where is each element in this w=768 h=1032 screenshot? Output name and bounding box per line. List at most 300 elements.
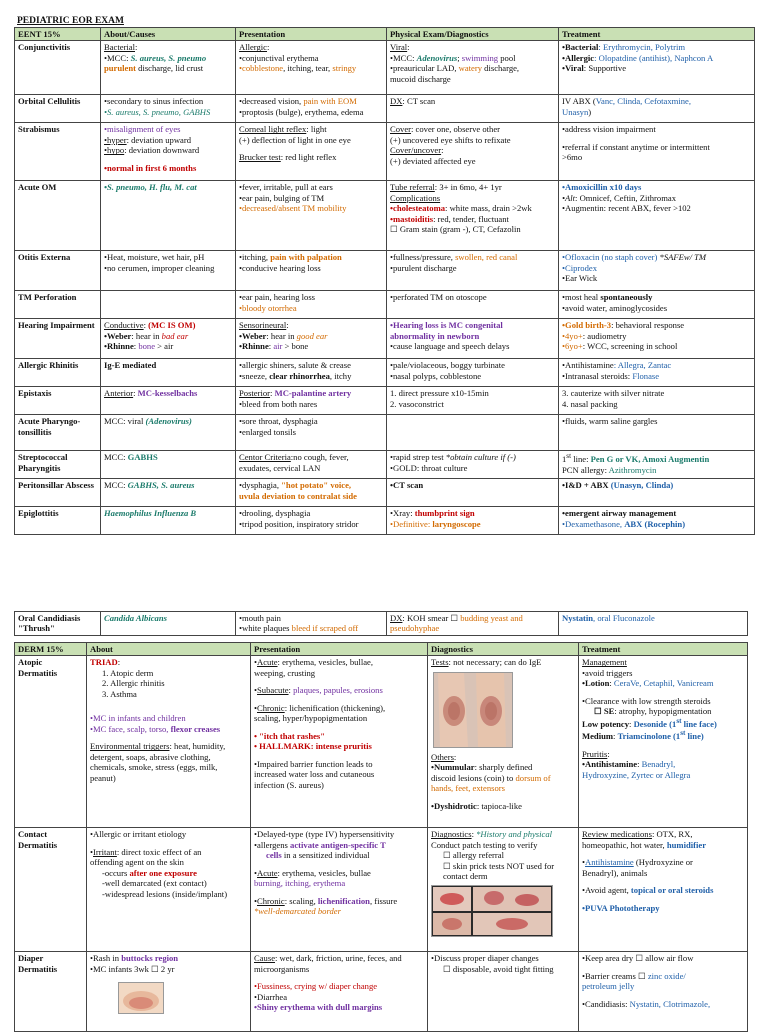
text: •sore throat, dysphagia: [239, 416, 318, 427]
text: •Nummular: [431, 762, 475, 773]
about-cell: [101, 41, 236, 95]
text: bone: [138, 341, 156, 352]
text: Anterior: [104, 388, 134, 399]
text: contact derm: [443, 871, 488, 882]
diagnostics-cell: [428, 656, 579, 828]
text: Cause: [254, 953, 276, 964]
text: •Rash in: [90, 953, 122, 964]
text: Management: [582, 657, 627, 668]
text: •Lotion: [582, 678, 610, 689]
text: MCC:: [104, 480, 128, 491]
text: Bacterial: [104, 42, 136, 53]
text: 4. nasal packing: [562, 398, 618, 409]
text: •pale/violaceous, boggy turbinate: [390, 360, 505, 371]
text: stringy: [332, 63, 357, 74]
text: *SAFEw/ TM: [659, 252, 707, 263]
treatment-cell: [579, 828, 748, 952]
text: purulent: [104, 63, 136, 74]
text: Dermatitis: [18, 667, 58, 678]
text: •most heal: [562, 292, 601, 303]
text: •Barrier creams ☐: [582, 970, 648, 981]
knee-rash-photo: [433, 672, 513, 748]
text: S. aureus, S. pneumo: [130, 52, 207, 63]
text: •Impaired barrier function leads to: [254, 758, 373, 769]
text: : cover one, observe other: [411, 124, 501, 135]
exam-cell: [387, 291, 559, 319]
text: :: [270, 388, 275, 399]
treatment-cell: [559, 359, 755, 387]
text: •emergent airway management: [562, 508, 677, 519]
text: Complications: [390, 192, 441, 203]
text: Sensorineural: [239, 320, 287, 331]
text: •no cerumen, improper cleaning: [104, 262, 215, 273]
text: *obtain culture if (-): [445, 452, 516, 463]
text: •ear pain, bulging of TM: [239, 192, 325, 203]
text: :: [607, 748, 610, 759]
text: •rapid strep test: [390, 452, 446, 463]
presentation-cell: [251, 828, 428, 952]
text: : audiometry: [582, 330, 627, 341]
text: pain with palpation: [270, 252, 342, 263]
text: •S. aureus, S. pneumo, GABHS: [104, 106, 211, 117]
text: 1. Atopic derm: [102, 667, 154, 678]
text: increased water loss and cutaneous: [254, 769, 375, 780]
text: : red, tender, fluctuant: [433, 213, 509, 224]
header-cell: Physical Exam/Diagnostics: [387, 28, 559, 41]
presentation-cell: [251, 656, 428, 828]
text: :: [117, 657, 121, 668]
presentation-cell: [236, 415, 387, 451]
text: line face): [681, 718, 717, 729]
text: Contact: [18, 829, 48, 840]
derm-table: [14, 642, 748, 1032]
exam-cell: [387, 359, 559, 387]
presentation-cell: [236, 123, 387, 181]
text: •avoid water, aminoglycosides: [562, 302, 668, 313]
text: Triamcinolone (1: [617, 731, 681, 742]
table-row: [15, 387, 755, 415]
text: Dermatitis: [18, 839, 58, 850]
text: : wet, dark, friction, urine, feces, and: [275, 953, 402, 964]
text: •Bacterial: [562, 42, 599, 53]
text: •: [254, 685, 258, 696]
exam-cell: [387, 507, 559, 535]
text: •hypo: [104, 145, 125, 156]
text: pain with EOM: [303, 96, 357, 107]
presentation-cell: [236, 507, 387, 535]
text: 3. cauterize with silver nitrate: [562, 388, 665, 399]
text: : tapioca-like: [476, 800, 522, 811]
text: : lichenification (thickening),: [284, 702, 386, 713]
text: weeping, crusting: [254, 667, 316, 678]
text: Nystatin: [562, 613, 594, 623]
text: Azithromycin: [608, 464, 657, 475]
text: :: [637, 759, 642, 770]
text: •Antihistamine: [562, 360, 614, 371]
text: •Diarrhea: [254, 991, 288, 1002]
header-cell: Treatment: [559, 28, 755, 41]
text: TRIAD: [90, 657, 118, 668]
text: Unasyn: [562, 106, 589, 117]
text: good ear: [296, 330, 328, 341]
text: Flonase: [632, 370, 660, 381]
text: :: [407, 42, 410, 53]
condition-name: Conjunctivitis: [15, 41, 101, 95]
text: Acute: [257, 867, 278, 878]
about-cell: [101, 291, 236, 319]
text: •Definitive:: [390, 518, 433, 529]
diaper-rash-photo: [118, 982, 164, 1014]
text: •Fussiness, crying w/ diaper change: [254, 981, 378, 992]
text: Low potency: [582, 718, 630, 729]
text: Desonide (1: [633, 718, 677, 729]
text: •nasal polyps, cobblestone: [390, 370, 482, 381]
text: 2. vasoconstrict: [390, 398, 444, 409]
table-row: [15, 656, 748, 828]
text: GABHS, S. aureus: [127, 480, 195, 491]
text: •CT scan: [390, 480, 424, 491]
text: Corneal light reflex: [239, 124, 307, 135]
text: •GOLD: throat culture: [390, 462, 468, 473]
presentation-cell: [251, 952, 428, 1032]
text: infection (S. aureus): [254, 779, 324, 790]
text: •white plaques: [239, 623, 292, 634]
text: •Dyshidrotic: [431, 800, 477, 811]
text: laryngoscope: [432, 518, 481, 529]
text: :: [133, 388, 138, 399]
table-row: [15, 319, 755, 359]
table-row: [15, 507, 755, 535]
condition-name: Hearing Impairment: [15, 319, 101, 359]
header-cell: Presentation: [236, 28, 387, 41]
text: (+) deviated affected eye: [390, 155, 476, 166]
text: Adenovirus: [416, 52, 458, 63]
text: •Gold birth-3: [562, 320, 612, 331]
table-row: [15, 291, 755, 319]
text: Haemophilus Influenza B: [104, 508, 197, 519]
text: 1: [562, 454, 567, 465]
table-row: [15, 181, 755, 251]
text: MCC: viral: [104, 416, 146, 427]
text: Viral: [390, 42, 408, 53]
text: activate antigen-specific T: [290, 839, 386, 850]
presentation-cell: [236, 387, 387, 415]
text: Brucker test: [239, 152, 281, 163]
text: Ig-E mediated: [104, 360, 157, 371]
text: cells: [266, 850, 282, 861]
condition-name: Epistaxis: [15, 387, 101, 415]
header-cell: Treatment: [579, 643, 748, 656]
treatment-cell: [559, 451, 755, 479]
text: discharge, lid crust: [136, 63, 204, 74]
about-cell: [101, 387, 236, 415]
text: > air: [155, 341, 174, 352]
text: : erythema, vesicles, bullae: [277, 867, 371, 878]
text: •Delayed-type (type IV) hypersensitivity: [254, 829, 395, 840]
about-cell: [101, 95, 236, 123]
text: •normal in first 6 months: [104, 162, 197, 173]
text: :no cough, fever,: [290, 452, 349, 463]
presentation-cell: [236, 319, 387, 359]
text: ☐ allergy referral: [443, 850, 504, 861]
text: •Antihistamine: [582, 759, 638, 770]
text: exudates, cervical LAN: [239, 462, 321, 473]
text: : KOH smear ☐: [402, 613, 461, 623]
text: thumbprint sign: [414, 508, 475, 519]
text: line:: [571, 454, 591, 465]
condition-name: Acute Pharyngo-tonsillitis: [15, 415, 101, 451]
text: ABX (Rocephin): [624, 518, 686, 529]
condition-name: Epiglottitis: [15, 507, 101, 535]
text: peanut): [90, 772, 116, 783]
text: detergent, soaps, abrasive clothing,: [90, 751, 211, 762]
about-cell: [101, 319, 236, 359]
text: Cover: [390, 124, 412, 135]
presentation-cell: [236, 451, 387, 479]
header-cell: Presentation: [251, 643, 428, 656]
text: (MC IS OM): [148, 320, 196, 331]
text: Allergic: [239, 42, 268, 53]
text: •enlarged tonsils: [239, 426, 297, 437]
text: : OTX, RX,: [651, 829, 693, 840]
text: •address vision impairment: [562, 124, 656, 135]
text: Pen G or VK, Amoxi Augmentin: [590, 454, 710, 465]
text: after one exposure: [129, 867, 197, 878]
treatment-cell: [559, 123, 755, 181]
text: Review medications: [582, 829, 652, 840]
text: Conduct patch testing to verify: [431, 839, 538, 850]
text: •Rhinne: [239, 341, 269, 352]
treatment-cell: [559, 291, 755, 319]
text: bleed if scraped off: [291, 623, 359, 634]
treatment-cell: [559, 612, 748, 636]
text: :: [286, 320, 289, 331]
eent-header-row: [15, 28, 755, 41]
text: •cholesteatoma: [390, 203, 446, 214]
text: >6mo: [562, 152, 583, 163]
text: : atrophy, hypopigmentation: [614, 706, 712, 717]
condition-name: Orbital Cellulitis: [15, 95, 101, 123]
text: abnormality in newborn: [390, 330, 480, 341]
condition-name: TM Perforation: [15, 291, 101, 319]
text: hands, feet, extensors: [431, 783, 505, 794]
diagnostics-cell: [428, 828, 579, 952]
presentation-cell: [236, 291, 387, 319]
text: •: [254, 867, 258, 878]
about-cell: [101, 251, 236, 291]
about-cell: [101, 415, 236, 451]
text: •conducive hearing loss: [239, 262, 321, 273]
text: swollen, red canal: [455, 252, 518, 263]
text: •PUVA Phototherapy: [582, 902, 660, 913]
table-row: [15, 952, 748, 1032]
text: pseudohyphae: [390, 623, 440, 634]
text: •fluids, warm saline gargles: [562, 416, 658, 427]
text: :: [441, 145, 444, 156]
text: •Ofloxacin (no staph cover): [562, 252, 660, 263]
text: •I&D + ABX: [562, 480, 611, 491]
text: Oral Candidiasis: [18, 613, 81, 623]
text: •mastoiditis: [390, 213, 434, 224]
text: discoid lesions (coin) to: [431, 772, 516, 783]
text: spontaneously: [600, 292, 653, 303]
text: :: [453, 751, 457, 762]
text: (Adenovirus): [145, 416, 192, 427]
text: dorsum of: [515, 772, 551, 783]
text: line): [685, 731, 704, 742]
text: Environmental triggers: [90, 741, 170, 752]
text: discharge,: [482, 63, 520, 74]
exam-cell: [387, 95, 559, 123]
presentation-cell: [236, 251, 387, 291]
text: •mouth pain: [239, 613, 281, 623]
about-cell: [101, 359, 236, 387]
presentation-cell: [236, 181, 387, 251]
text: GABHS: [127, 452, 158, 463]
contact-dermatitis-photos: [431, 885, 553, 937]
text: Posterior: [239, 388, 271, 399]
text: •Ear Wick: [562, 273, 598, 284]
text: Hydroxyzine, Zyrtec or Allegra: [582, 769, 691, 780]
text: •bleed from both nares: [239, 398, 318, 409]
text: : deviation upward: [126, 134, 192, 145]
treatment-cell: [579, 656, 748, 828]
text: Tests: [431, 657, 449, 668]
text: •Shiny erythema with dull margins: [254, 1002, 383, 1013]
text: •4yo+: [562, 330, 583, 341]
text: • "itch that rashes": [254, 730, 326, 741]
text: , oral Fluconazole: [593, 613, 655, 623]
exam-cell: [387, 479, 559, 507]
text: Vanc, Clinda, Cefotaxmine,: [595, 96, 691, 107]
text: :: [288, 685, 294, 696]
text: •MC in infants and children: [90, 713, 186, 724]
text: : deviation downward: [124, 145, 200, 156]
text: : white mass, drain >2wk: [445, 203, 532, 214]
text: •allergens: [254, 839, 291, 850]
text: ☐ SE: [594, 706, 615, 717]
text: ☐ skin prick tests NOT used for: [443, 860, 555, 871]
about-cell: [87, 952, 251, 1032]
condition-name: Streptococcal Pharyngitis: [15, 451, 101, 479]
text: Acute: [257, 657, 278, 668]
text: *History and physical: [476, 829, 553, 840]
diagnostics-cell: [428, 952, 579, 1032]
exam-cell: [387, 251, 559, 291]
text: •misalignment of eyes: [104, 124, 181, 135]
treatment-cell: [559, 387, 755, 415]
text: •cobblestone: [239, 63, 284, 74]
text: •Augmentin: recent ABX, fever >102: [562, 203, 691, 214]
text: PCN allergy:: [562, 464, 609, 475]
text: MC-kesselbachs: [137, 388, 198, 399]
text: plaques, papules, erosions: [293, 685, 383, 696]
table-row: [15, 95, 755, 123]
text: •bloody otorrhea: [239, 302, 297, 313]
text: :: [268, 341, 274, 352]
treatment-cell: [579, 952, 748, 1032]
text: bad ear: [161, 330, 189, 341]
text: 3. Asthma: [102, 688, 137, 699]
text: •Amoxicillin x10 days: [562, 182, 642, 193]
text: : Olopatdine (antihist), Naphcon A: [594, 52, 714, 63]
text: Irritant: [93, 846, 117, 857]
text: Conductive: [104, 320, 144, 331]
condition-name: Strabismus: [15, 123, 101, 181]
text: •Dexamethasone,: [562, 518, 625, 529]
table-row: [15, 359, 755, 387]
text: : erythema, vesicles, bullae,: [277, 657, 373, 668]
text: MC-palantine artery: [274, 388, 352, 399]
text: : not necessary; can do IgE: [448, 657, 542, 668]
text: st: [676, 716, 682, 725]
text: •itching,: [239, 252, 271, 263]
about-cell: [101, 612, 236, 636]
text: *well-demarcated border: [254, 906, 341, 917]
treatment-cell: [559, 415, 755, 451]
text: : red light reflex: [280, 152, 337, 163]
about-cell: [101, 507, 236, 535]
text: •tripod position, inspiratory stridor: [239, 518, 359, 529]
text: : hear in: [266, 330, 297, 341]
text: : Supportive: [583, 63, 627, 74]
text: st: [680, 729, 686, 738]
text: •6yo+: [562, 341, 583, 352]
about-cell: [101, 181, 236, 251]
text: budding yeast and: [460, 613, 523, 623]
condition-name: Peritonsillar Abscess: [15, 479, 101, 507]
text: Chronic: [257, 895, 285, 906]
exam-cell: [387, 123, 559, 181]
about-cell: [101, 123, 236, 181]
text: :: [135, 42, 138, 53]
text: •hyper: [104, 134, 127, 145]
text: •Weber: [104, 330, 132, 341]
page-title: PEDIATRIC EOR EXAM: [17, 16, 124, 26]
text: -well demarcated (ext contact): [102, 878, 207, 889]
condition-name: [15, 952, 87, 1032]
text: Centor Criteria: [239, 452, 291, 463]
presentation-cell: [236, 612, 387, 636]
derm-header-row: [15, 643, 748, 656]
text: Cover/uncover: [390, 145, 442, 156]
condition-name: Acute OM: [15, 181, 101, 251]
text: zinc oxide/: [647, 970, 686, 981]
text: : behavioral response: [611, 320, 685, 331]
text: :: [267, 42, 270, 53]
text: (Unasyn, Clinda): [610, 480, 674, 491]
text: Diagnostics: [431, 829, 472, 840]
text: Diaper: [18, 953, 44, 964]
exam-cell: [387, 415, 559, 451]
text: •Clearance with low strength steroids: [582, 695, 711, 706]
text: •Heat, moisture, wet hair, pH: [104, 252, 205, 263]
condition-name: Otitis Externa: [15, 251, 101, 291]
text: •proptosis (bulge), erythema, edema: [239, 106, 364, 117]
text: •Weber: [239, 330, 267, 341]
text: : Allegra, Zantac: [613, 360, 672, 371]
text: IV ABX (: [562, 96, 596, 107]
text: st: [566, 452, 572, 461]
text: Atopic: [18, 657, 43, 668]
header-cell: About/Causes: [101, 28, 236, 41]
text: •allergic shiners, salute & crease: [239, 360, 351, 371]
text: Nystatin, Clotrimazole,: [629, 998, 711, 1009]
eent-table: [14, 27, 755, 535]
text: •decreased/absent TM mobility: [239, 203, 347, 214]
text: chemicals, smoke, stress (eggs, milk,: [90, 762, 218, 773]
text: Candida Albicans: [104, 613, 167, 623]
